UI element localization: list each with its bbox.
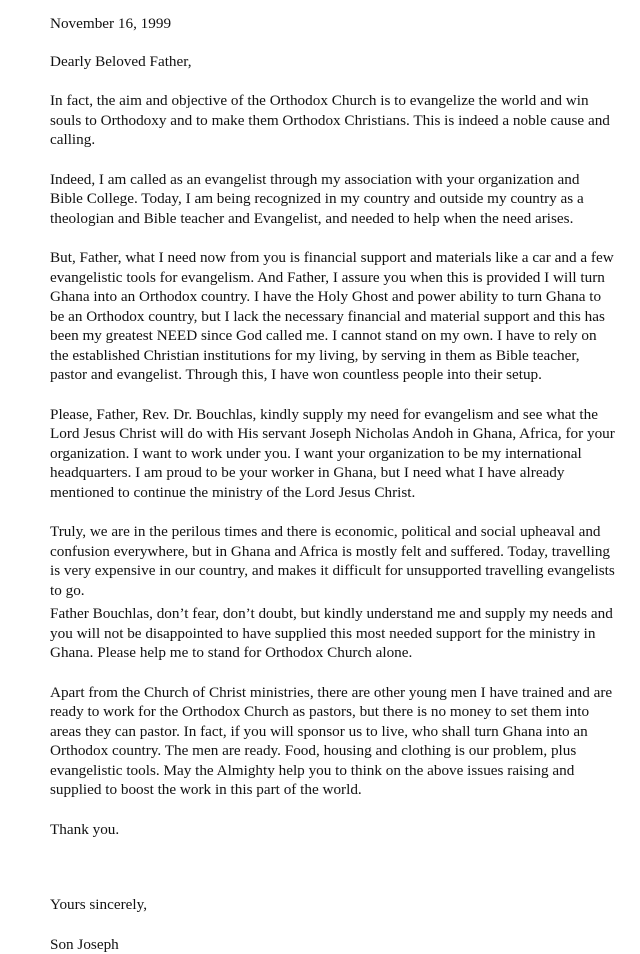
- closing-line: Yours sincerely,: [50, 895, 615, 915]
- paragraph-dont-fear: Father Bouchlas, don’t fear, don’t doubt, but kindly understand me and supply my needs and you will not be disappointed to have supplied this most needed support for the ministry in Ghana. Please help me to stand for Orthodox Church alone.: [50, 604, 615, 663]
- paragraph-calling: Indeed, I am called as an evangelist through my association with your organization and Bible College. Today, I am being recognized in my country and outside my country as a theologian and Bible teacher and Evangelist, and needed to help when the need arises.: [50, 170, 615, 229]
- letter-date: November 16, 1999: [50, 14, 615, 34]
- thanks-line: Thank you.: [50, 820, 615, 840]
- salutation: Dearly Beloved Father,: [50, 52, 615, 72]
- paragraph-perilous-times: Truly, we are in the perilous times and there is economic, political and social upheaval and confusion everywhere, but in Ghana and Africa is mostly felt and suffered. Today, travelling is very expensive in our country, and makes it difficult for unsupported travelling evangelists to go.: [50, 522, 615, 600]
- signature: Son Joseph: [50, 935, 615, 954]
- paragraph-financial-need: But, Father, what I need now from you is financial support and materials like a car and a few evangelistic tools for evangelism. And Father, I assure you when this is provided I will turn Ghana into an Orthodox country. I have the Holy Ghost and power ability to turn Ghana to be an Orthodox country, but I lack the necessary financial and material support and this has been my greatest NEED since God called me. I cannot stand on my own. I have to rely on the established Christian institutions for my living, by serving in them as Bible teacher, pastor and evangelist. Through this, I have won countless people into their setup.: [50, 248, 615, 385]
- letter-body: [50, 14, 615, 954]
- paragraph-aim: In fact, the aim and objective of the Orthodox Church is to evangelize the world and win souls to Orthodoxy and to make them Orthodox Christians. This is indeed a noble cause and calling.: [50, 91, 615, 150]
- paragraph-young-men: Apart from the Church of Christ ministries, there are other young men I have trained and are ready to work for the Orthodox Church as pastors, but there is no money to set them into areas they can pastor. In fact, if you will sponsor us to live, who shall turn Ghana into an Orthodox country. The men are ready. Food, housing and clothing is our problem, plus evangelistic tools. May the Almighty help you to think on the above issues raising and supplied to boost the work in this part of the world.: [50, 683, 615, 800]
- paragraph-request: Please, Father, Rev. Dr. Bouchlas, kindly supply my need for evangelism and see what the Lord Jesus Christ will do with His servant Joseph Nicholas Andoh in Ghana, Africa, for your organization. I want to work under you. I want your organization to be my international headquarters. I am proud to be your worker in Ghana, but I need what I have already mentioned to continue the ministry of the Lord Jesus Christ.: [50, 405, 615, 503]
